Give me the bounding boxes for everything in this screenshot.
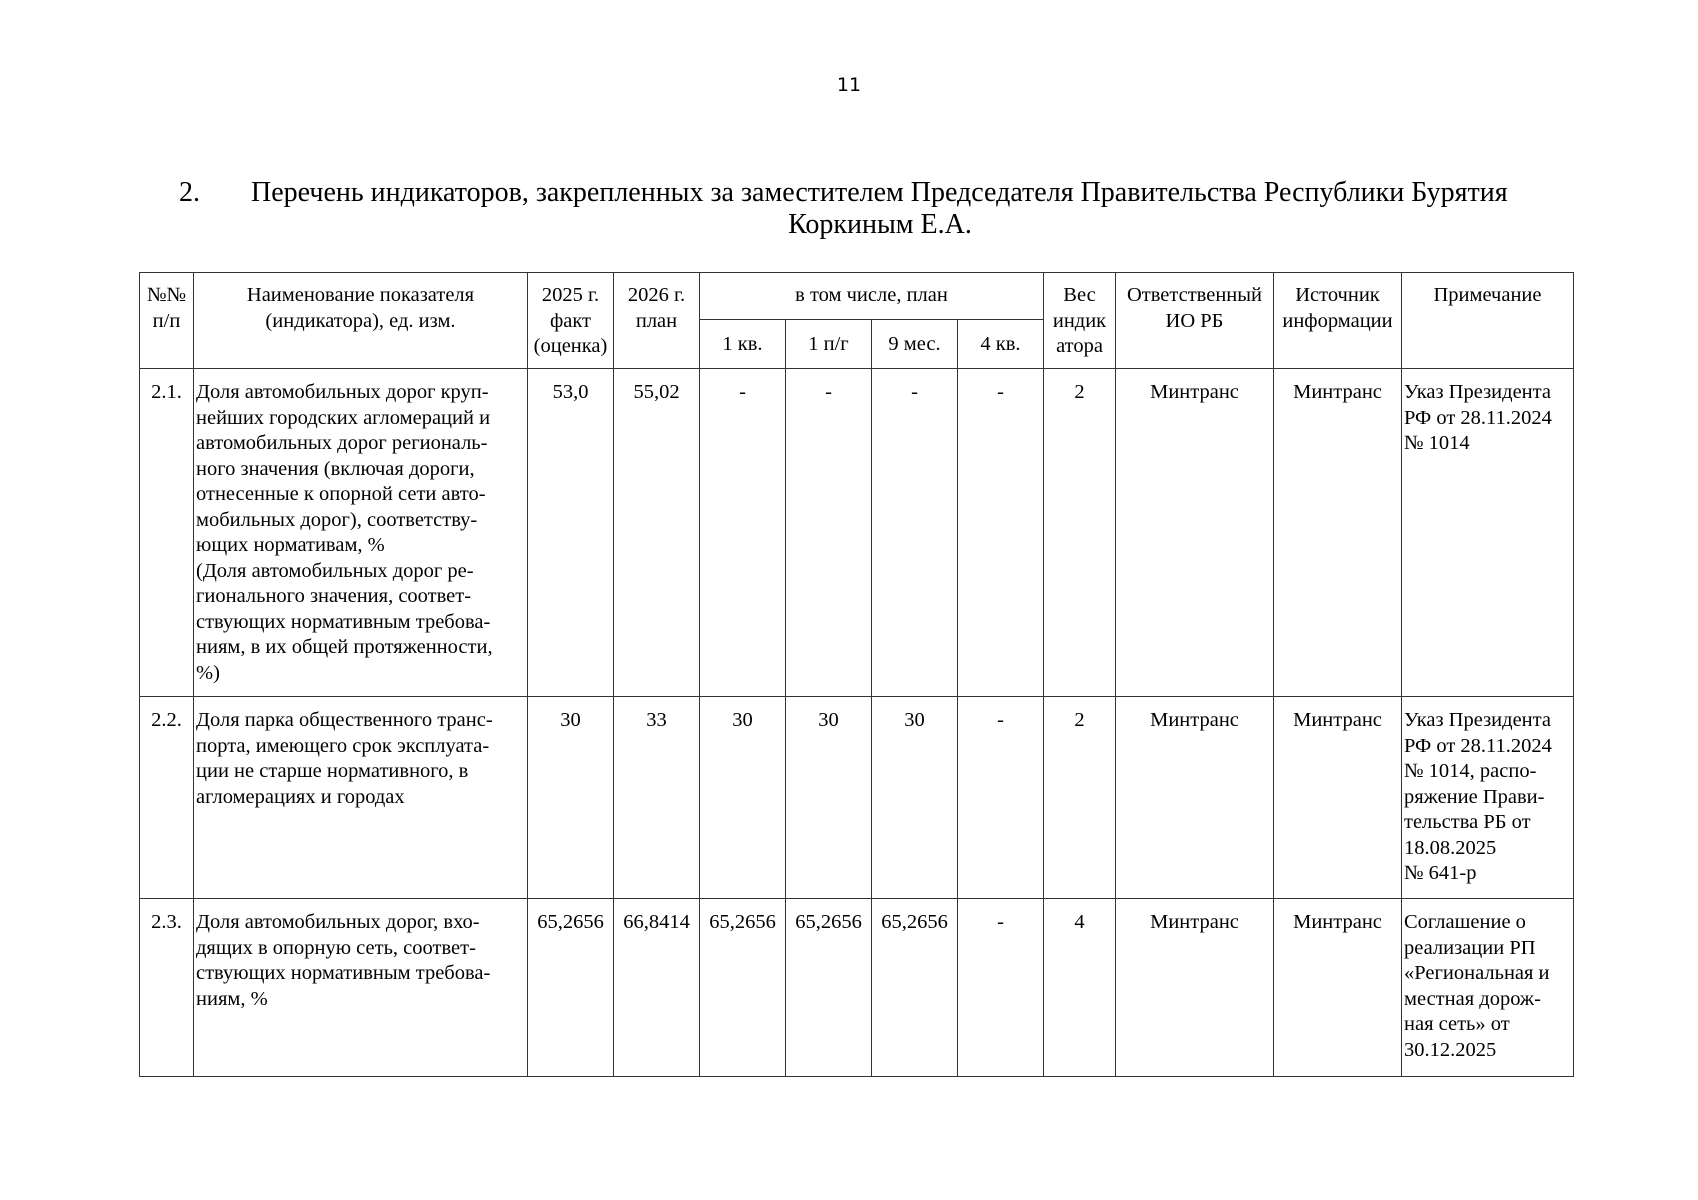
header-name: Наименование показателя (индикатора), ед. изм.: [194, 273, 528, 369]
row-q4: -: [958, 899, 1044, 1077]
header-h1: 1 п/г: [786, 320, 872, 369]
row-source: Минтранс: [1274, 369, 1402, 697]
header-plan-group: в том числе, план: [700, 273, 1044, 320]
row-plan-2026: 33: [614, 697, 700, 899]
section-title-line1: Перечень индикаторов, закрепленных за заместителем Председателя Правительства Республики Бурятия: [251, 177, 1508, 208]
header-num: №№ п/п: [140, 273, 194, 369]
header-fact-2025: 2025 г. факт (оценка): [528, 273, 614, 369]
header-9m: 9 мес.: [872, 320, 958, 369]
header-note: Примечание: [1402, 273, 1574, 369]
header-source: Источник информации: [1274, 273, 1402, 369]
row-9m: -: [872, 369, 958, 697]
row-weight: 4: [1044, 899, 1116, 1077]
header-responsible: Ответственный ИО РБ: [1116, 273, 1274, 369]
row-note: Указ Президента РФ от 28.11.2024 № 1014, распо- ряжение Прави- тельства РБ от 18.08.2025 № 641-р: [1402, 697, 1574, 899]
header-q4: 4 кв.: [958, 320, 1044, 369]
row-weight: 2: [1044, 369, 1116, 697]
row-source: Минтранс: [1274, 697, 1402, 899]
row-q4: -: [958, 697, 1044, 899]
indicators-table: [139, 272, 1574, 1077]
section-title-line2: Коркиным Е.А.: [788, 209, 972, 240]
row-fact-2025: 53,0: [528, 369, 614, 697]
row-h1: -: [786, 369, 872, 697]
row-q1: 30: [700, 697, 786, 899]
row-h1: 30: [786, 697, 872, 899]
row-num: 2.1.: [140, 369, 194, 697]
row-9m: 65,2656: [872, 899, 958, 1077]
row-q4: -: [958, 369, 1044, 697]
header-plan-2026: 2026 г. план: [614, 273, 700, 369]
row-responsible: Минтранс: [1116, 899, 1274, 1077]
table-row: [140, 899, 1574, 1077]
table-row: [140, 697, 1574, 899]
row-fact-2025: 65,2656: [528, 899, 614, 1077]
section-heading: [150, 177, 1570, 241]
row-fact-2025: 30: [528, 697, 614, 899]
section-number: 2.: [179, 177, 200, 208]
row-num: 2.3.: [140, 899, 194, 1077]
row-name: Доля автомобильных дорог, вхо- дящих в опорную сеть, соответ- ствующих нормативным требова- ниям, %: [194, 899, 528, 1077]
row-name: Доля автомобильных дорог круп- нейших городских агломераций и автомобильных дорог региональ- ного значения (включая дороги, отнесенные к опорной сети авто- мобильных дорог), соответству- ющих нормативам, % (Доля автомобильных дорог ре- гионального значения, соответ- ствующих нормативным требова- ниям, в их общей протяженности, %): [194, 369, 528, 697]
row-responsible: Минтранс: [1116, 369, 1274, 697]
row-plan-2026: 66,8414: [614, 899, 700, 1077]
row-note: Соглашение о реализации РП «Региональная и местная дорож- ная сеть» от 30.12.2025: [1402, 899, 1574, 1077]
row-plan-2026: 55,02: [614, 369, 700, 697]
row-h1: 65,2656: [786, 899, 872, 1077]
row-q1: 65,2656: [700, 899, 786, 1077]
row-responsible: Минтранс: [1116, 697, 1274, 899]
row-q1: -: [700, 369, 786, 697]
table-row: [140, 369, 1574, 697]
row-9m: 30: [872, 697, 958, 899]
header-q1: 1 кв.: [700, 320, 786, 369]
row-source: Минтранс: [1274, 899, 1402, 1077]
row-weight: 2: [1044, 697, 1116, 899]
row-note: Указ Президента РФ от 28.11.2024 № 1014: [1402, 369, 1574, 697]
header-weight: Вес индик атора: [1044, 273, 1116, 369]
row-name: Доля парка общественного транс- порта, имеющего срок эксплуата- ции не старше нормативного, в агломерациях и городах: [194, 697, 528, 899]
row-num: 2.2.: [140, 697, 194, 899]
page-number: 11: [836, 74, 862, 96]
header-row: [140, 273, 1574, 320]
